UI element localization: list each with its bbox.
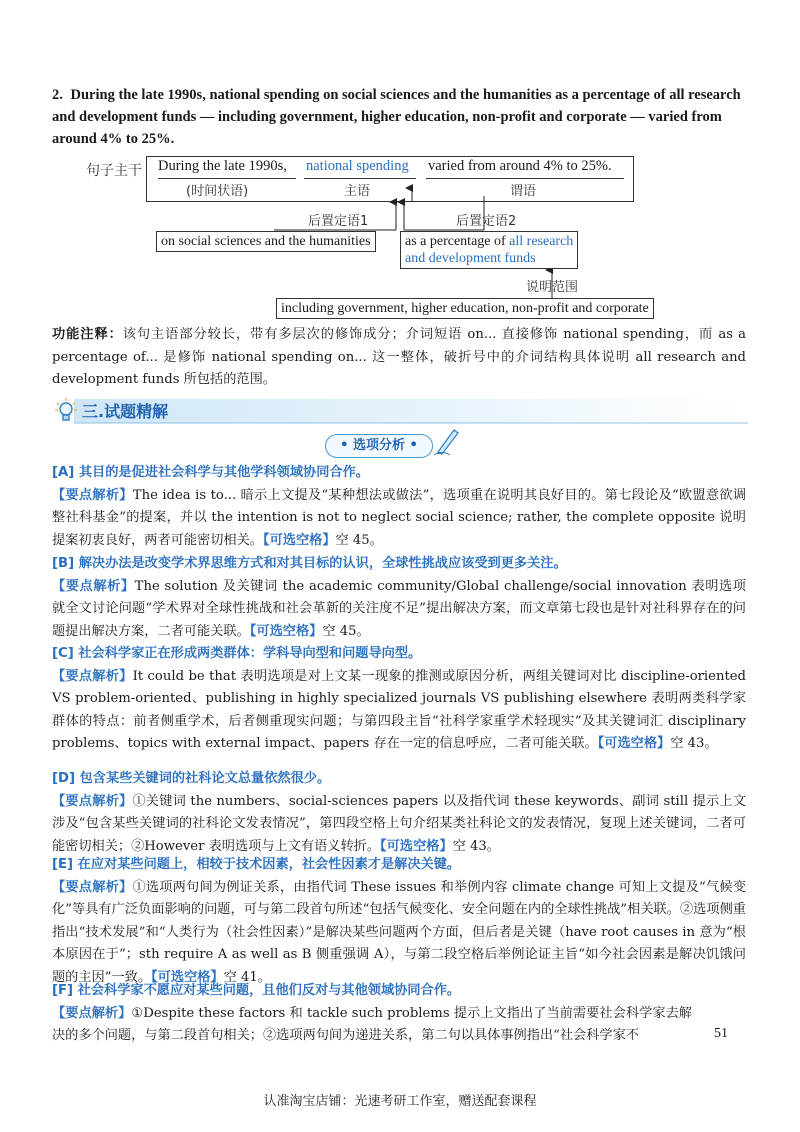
key-label: 【要点解析】 [52, 668, 133, 684]
option-c-body: It could be that 表明选项是对上文某一现象的推测或原因分析，两组关键词对比 discipline-oriented VS problem-oriented、publishing in highly specialized journals VS publishing elsewhere 表明两类科学家群体的特点：前者侧重学术，后者侧重现实问题；与第四段主旨“社科学家重学术轻现实”及其关键词汇 disciplinary problems、topics with external impact、papers 存在一定的信息呼应，二者可能关联。 [52, 668, 746, 751]
key-label: 【要点解析】 [52, 1005, 132, 1021]
option-a-body: The idea is to... 暗示上文提及“某种想法或做法”，选项重在说明其良好目的。第七段论及“欧盟意欲调整社科基金”的提案，并以 the intention is not to neglect social science; rather, the complete opposite 说明提案初衷良好，两者可能密切相关。 [52, 487, 747, 548]
subject: national spending [306, 158, 409, 174]
option-d-heading: [D] 包含某些关键词的社科论文总量依然很少。 [52, 771, 331, 786]
post-modifier-2-label: 后置定语2 [456, 214, 517, 229]
footer-note: 认准淘宝店铺：光速考研工作室，赠送配套课程 [263, 1094, 537, 1109]
option-f [52, 980, 692, 1048]
option-a-heading: [A] 其目的是促进社会科学与其他学科领域协同合作。 [52, 465, 369, 480]
option-c-slot: 空 43。 [670, 736, 718, 751]
scope-box [276, 298, 654, 319]
section-title: 三.试题精解 [82, 402, 169, 421]
option-c [52, 643, 746, 756]
post-modifier-2-text-c: and development funds [405, 251, 536, 266]
scope-label: 说明范围 [526, 280, 579, 295]
function-note-label: 功能注释： [52, 327, 123, 342]
option-e [52, 854, 746, 989]
option-b-body: The solution 及关键词 the academic community/Global challenge/social innovation 表明选项就全文讨论问题“学术界对全球性挑战和社会革新的关注度不足”提出解决方案，而文章第七段也是针对社科界存在的问题提出解决方案，二者可能关联。 [52, 578, 746, 639]
diagram-arrows [0, 0, 800, 330]
post-modifier-2-box [400, 231, 578, 269]
option-e-slot: 空 41。 [223, 969, 271, 985]
slot-label: 【可选空格】 [380, 838, 453, 854]
sentence-diagram [0, 0, 800, 330]
predicate: varied from around 4% to 25%. [428, 158, 612, 174]
key-label: 【要点解析】 [52, 879, 133, 895]
post-modifier-1-label: 后置定语1 [308, 214, 369, 229]
option-e-body: ①选项两句间为例证关系，由指代词 These issues 和举例内容 climate change 可知上文提及“气候变化”等具有广泛负面影响的问题，可与第二段首句所述“包括气候变化、安全问题在内的全球性挑战”相关联。②选项侧重指出“技术发展”和“人类行为（社会性因素）”是解决某些问题两个方面，但后者是关键（have root causes in 意为“根本原因在于”；sth require A as well as B 侧重强调 A），与第二段空格后举例论证主旨“如今社会因素是解决饥饿问题的主因”一致。 [52, 879, 747, 985]
option-e-heading: [E] 在应对某些问题上，相较于技术因素，社会性因素才是解决关键。 [52, 857, 461, 872]
option-b-slot: 空 45。 [322, 623, 370, 639]
slot-label: 【可选空格】 [249, 623, 323, 639]
option-b [52, 553, 746, 643]
option-d-slot: 空 43。 [452, 838, 500, 854]
option-c-heading: [C] 社会科学家正在形成两类群体：学科导向型和问题导向型。 [52, 646, 422, 661]
post-modifier-2-text-b: all research [509, 234, 574, 249]
option-f-heading: [F] 社会科学家不愿应对某些问题，且他们反对与其他领域协同合作。 [52, 983, 461, 998]
function-note [52, 324, 746, 392]
lightbulb-icon [54, 397, 78, 425]
key-label: 【要点解析】 [52, 487, 133, 503]
option-a [52, 462, 746, 552]
section-header [52, 397, 748, 425]
time-adverbial: During the late 1990s, [158, 158, 287, 174]
question-number: 2. [52, 87, 63, 103]
slot-label: 【可选空格】 [597, 736, 671, 751]
scope-text: including government, higher education, non-profit and corporate [281, 301, 649, 316]
key-label: 【要点解析】 [52, 793, 133, 809]
option-d-body: ①关键词 the numbers、social-sciences papers 以及指代词 these keywords、副词 still 提示上文涉及“包含某些关键词的社科论文发表情况”，第四段空格上句介绍某类社科论文的发表情况，复现上述关键词，二者可能密切相关；②However 表明选项与上文有语义转折。 [52, 793, 747, 854]
option-f-body: ①Despite these factors 和 tackle such problems 提示上文指出了当前需要社会科学家去解决的多个问题，与第二段首句相关；②选项两句间为递进关系，第二句以具体事例指出“社会科学家不 [52, 1005, 692, 1043]
question-text: During the late 1990s, national spending on social sciences and the humanities as a percentage of all research and development funds — including government, higher education, non-profit and corporate — varied from around 4% to 25%. [52, 87, 741, 147]
post-modifier-1-text: on social sciences and the humanities [161, 234, 371, 249]
slot-label: 【可选空格】 [151, 969, 224, 985]
subsection-title: • 选项分析 • [325, 434, 433, 458]
key-label: 【要点解析】 [52, 578, 135, 594]
function-note-text: 该句主语部分较长，带有多层次的修饰成分；介词短语 on... 直接修饰 national spending，而 as a percentage of... 是修饰 national spending on... 这一整体，破折号中的介词结构具体说明 all research and development funds 所包括的范围。 [52, 327, 746, 387]
option-d [52, 768, 746, 858]
predicate-role: 谓语 [510, 184, 537, 199]
subject-role: 主语 [344, 184, 371, 199]
post-modifier-2-text-a: as a percentage of [405, 234, 510, 249]
time-role: (时间状语) [186, 184, 249, 199]
pen-icon [434, 426, 460, 456]
main-clause-label: 句子主干 [86, 163, 142, 179]
option-a-slot: 空 45。 [335, 532, 383, 548]
option-b-heading: [B] 解决办法是改变学术界思维方式和对其目标的认识，全球性挑战应该受到更多关注。 [52, 556, 567, 571]
slot-label: 【可选空格】 [263, 532, 336, 548]
page-number: 51 [714, 1026, 728, 1041]
post-modifier-1-box [156, 231, 376, 252]
